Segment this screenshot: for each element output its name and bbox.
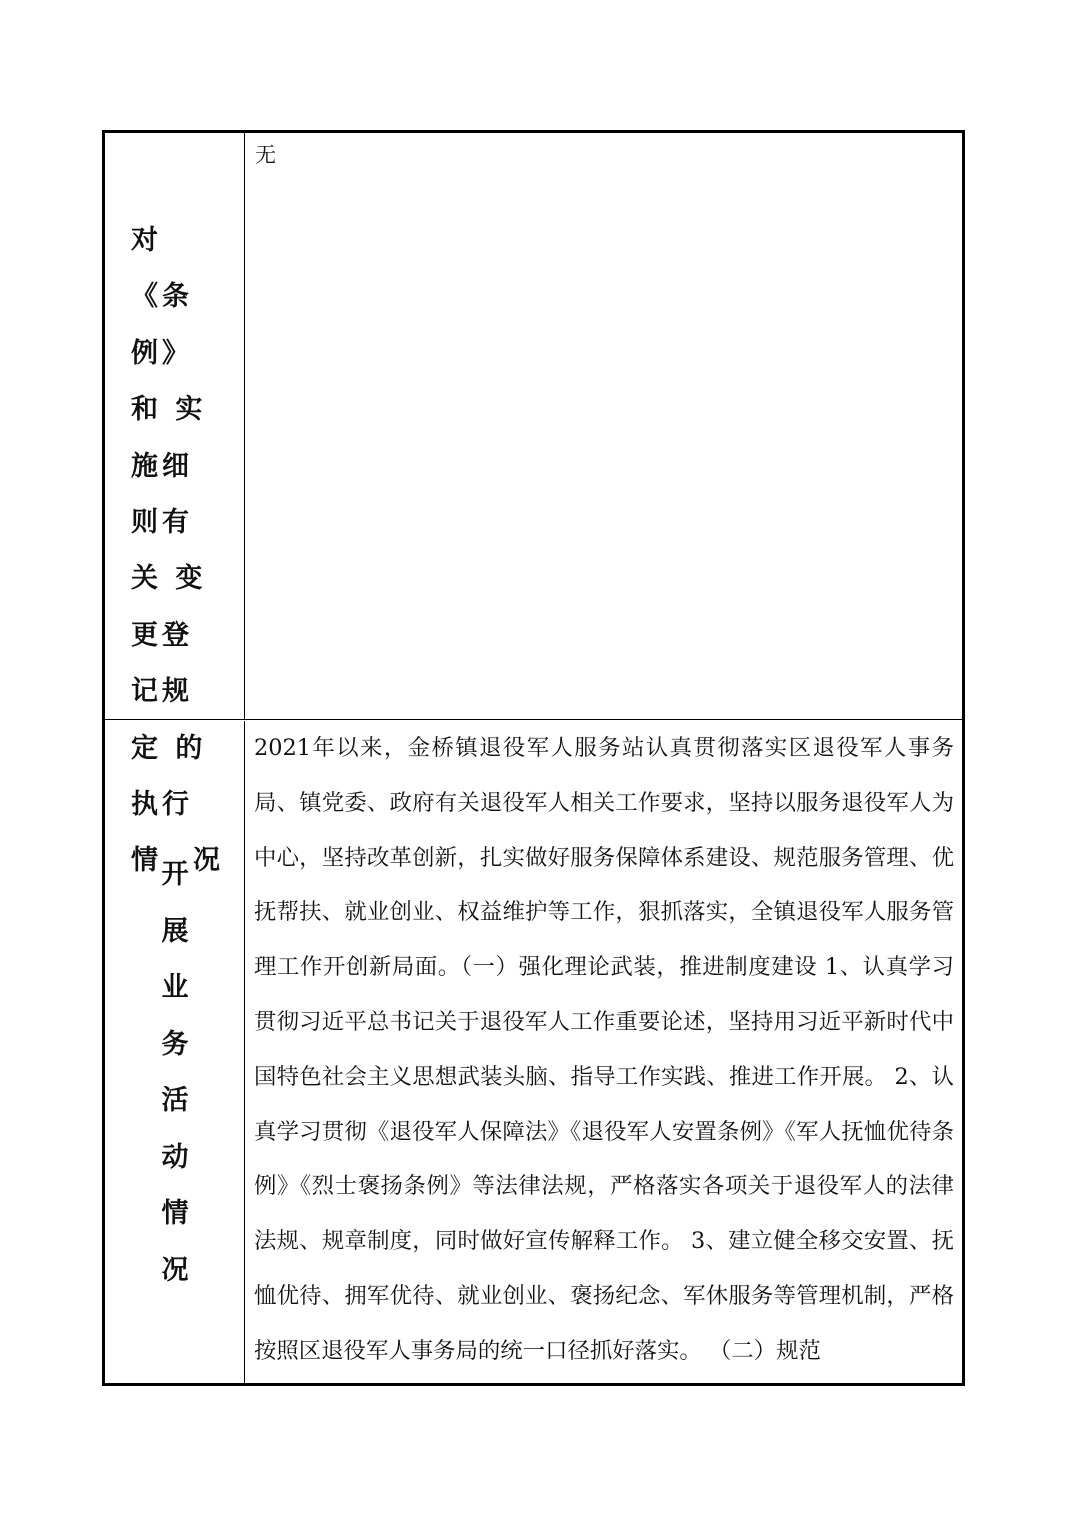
table-row-change-registration	[105, 133, 962, 877]
label-char: 况	[193, 845, 220, 877]
row-label-cell	[105, 133, 245, 877]
label-line: 变更登	[131, 563, 207, 651]
row-content-change-registration: 无	[255, 143, 276, 167]
label-line: 则有关	[131, 507, 193, 595]
table-row-business-activities	[105, 721, 962, 1383]
label-line: 的执行	[131, 732, 207, 821]
label-line: 记规定	[131, 676, 193, 764]
label-char: 业	[161, 972, 189, 1003]
label-char: 务	[161, 1028, 189, 1060]
row-label-business-activities	[105, 847, 245, 1299]
label-char: 情	[131, 845, 158, 877]
label-line: 实施细	[131, 394, 207, 482]
label-line: 对《条	[131, 225, 193, 313]
row-content-business-activities: 2021年以来，金桥镇退役军人服务站认真贯彻落实区退役军人事务局、镇党委、政府有关退役军人相关工作要求，坚持以服务退役军人为中心，坚持改革创新，扎实做好服务保障体系建设、规范服务管理、优抚帮扶、就业创业、权益维护等工作，狠抓落实，全镇退役军人服务管理工作开创新局面。（一）强化理论武装，推进制度建设 1、认真学习贯彻习近平总书记关于退役军人工作重要论述，坚持用习近平新时代中国特色社会主义思想武装头脑、指导工作实践、推进工作开展。 2、认真学习贯彻《退役军人保障法》《退役军人安置条例》《军人抚恤优待条例》《烈士褒扬条例》等法律法规，严格落实各项关于退役军人的法律法规、规章制度，同时做好宣传解释工作。 3、建立健全移交安置、抚恤优待、拥军优待、就业创业、褒扬纪念、军休服务等管理机制，严格按照区退役军人事务局的统一口径抓好落实。 （二）规范	[254, 735, 954, 1364]
label-char: 情	[161, 1198, 189, 1229]
row-content-cell	[245, 721, 962, 1383]
label-char: 动	[161, 1141, 189, 1173]
row-label-cell	[105, 721, 245, 1383]
label-char: 开	[161, 859, 189, 890]
label-char: 活	[161, 1085, 189, 1116]
row-content-cell	[245, 133, 962, 719]
form-table	[102, 130, 965, 1386]
label-line: 例》和	[131, 337, 193, 426]
label-char: 况	[161, 1254, 189, 1286]
label-char: 展	[161, 915, 189, 947]
